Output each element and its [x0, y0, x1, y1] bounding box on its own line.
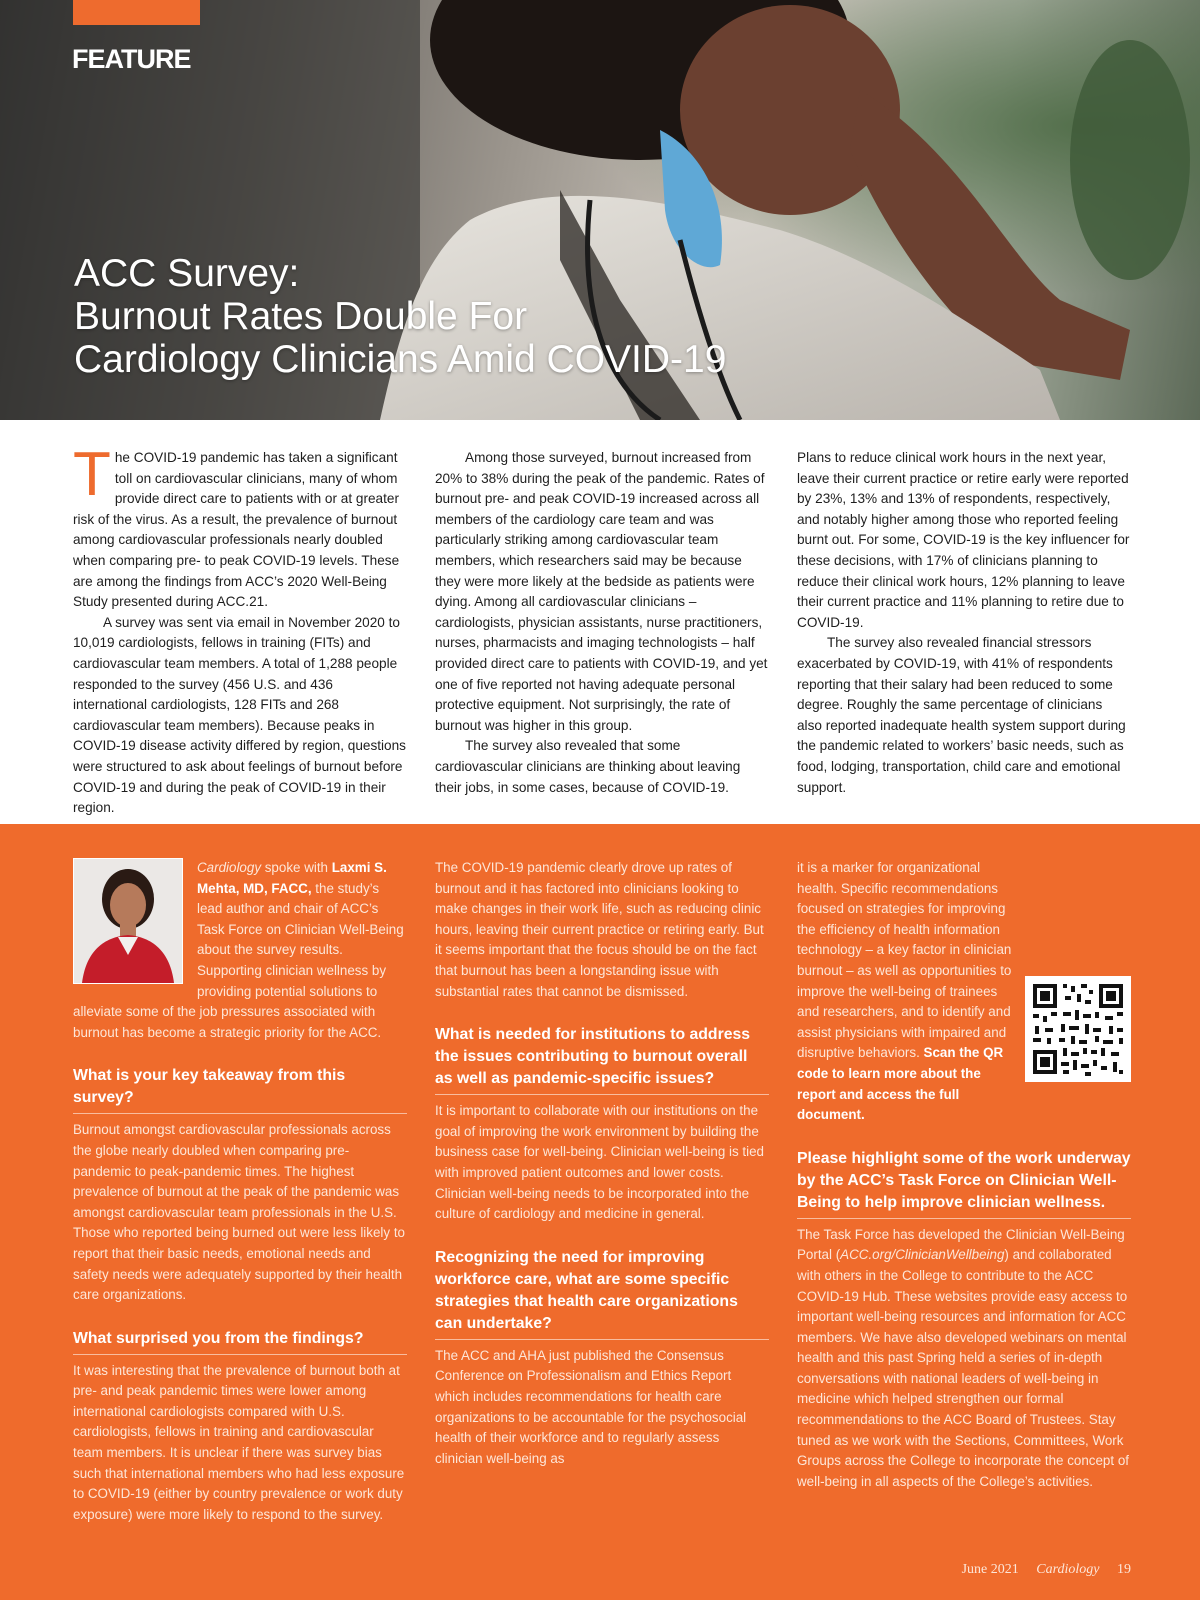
- question-heading: Please highlight some of the work underway by the ACC’s Task Force on Clinician Well-Being to help improve clinician wellness.: [797, 1148, 1131, 1219]
- article-column-1: [73, 440, 406, 819]
- question-heading: What is needed for institutions to address the issues contributing to burnout overall as well as pandemic-specific issues?: [435, 1024, 769, 1095]
- intro-text: the study’s lead author and chair of ACC’s Task Force on Clinician Well-Being about the survey results. Supporting clinician wellness by providing potential solutions to alleviate some of the job pressures associated with burnout has become a strategic priority for the ACC.: [73, 880, 404, 1040]
- author-portrait: [73, 858, 183, 984]
- interview-column-2: [435, 858, 769, 1469]
- article-paragraph: Among those surveyed, burnout increased from 20% to 38% during the peak of the pandemic. Rates of burnout pre- and peak COVID-19 increased across all members of the cardiology care team and was particularly striking among cardiovascular team members, which researchers said may be because they were more likely at the bedside as patients were dying. Among all cardiovascular clinicians – cardiologists, physician assistants, nurse practitioners, nurses, pharmacists and imaging technologists – half provided direct care to patients with COVID-19, and yet one of five reported not having adequate personal protective equipment. Not surprisingly, the rate of burnout was higher in this group.: [435, 450, 768, 733]
- title-line-3: Cardiology Clinicians Amid COVID-19: [74, 338, 727, 381]
- interviewee-name: Laxmi S. Mehta, MD, FACC,: [197, 860, 387, 896]
- article-paragraph: The survey also revealed financial stressors exacerbated by COVID-19, with 41% of respondents reporting that their salary had been reduced to some degree. Roughly the same percentage of clinicians also reported inadequate health system support during the pandemic related to workers’ basic needs, such as food, lodging, transportation, child care and emotional support.: [797, 635, 1126, 795]
- question-heading: Recognizing the need for improving workforce care, what are some specific strategies that health care organizations can undertake?: [435, 1247, 769, 1340]
- hero-banner: [0, 0, 1200, 420]
- answer-text: It was interesting that the prevalence of burnout both at pre- and peak pandemic times were lower among international cardiologists compared with U.S. cardiologists, fellows in training and cardiovascular team members. It is unclear if there was survey bias such that international members who had less exposure to COVID-19 (either by country prevalence or work duty exposure) were more likely to respond to the survey.: [73, 1362, 405, 1522]
- answer-text-part: it is a marker for organizational health. Specific recommendations focused on strategies for improving the efficiency of health information technology – a key factor in clinician burnout – as well as opportunities to improve the well-being of trainees and researchers, and to identify and assist physicians with impaired and disruptive behaviors.: [797, 860, 1012, 1061]
- answer-text: It is important to collaborate with our institutions on the goal of improving the work environment by building the business case for well-being. Clinician well-being is tied with improved patient outcomes and lower costs. Clinician well-being needs to be incorporated into the culture of cardiology and medicine in general.: [435, 1103, 764, 1222]
- paragraph-text: he COVID-19 pandemic has taken a significant toll on cardiovascular clinicians, many of whom provide direct care to patients with or at greater risk of the virus. As a result, the prevalence of burnout among cardiovascular professionals nearly doubled when comparing pre- to peak COVID-19 levels. These are among the findings from ACC’s 2020 Well-Being Study presented during ACC.21.: [73, 450, 400, 610]
- intro-text: spoke with: [261, 860, 332, 875]
- magazine-name: Cardiology: [1036, 1562, 1100, 1577]
- section-kicker: FEATURE: [72, 44, 191, 74]
- interview-panel: [0, 824, 1200, 1600]
- article-column-3: [797, 448, 1130, 798]
- accent-bar: [73, 0, 200, 25]
- drop-cap: T: [73, 440, 111, 509]
- answer-text: Burnout amongst cardiovascular professionals across the globe nearly doubled when comparing pre-pandemic to peak-pandemic times. The highest prevalence of burnout at the peak of the pandemic was amongst cardiovascular team professionals in the U.S. Those who reported being burned out were less likely to report that their basic needs, emotional needs and safety needs were adequately supported by their health care organizations.: [73, 1122, 405, 1303]
- portrait-photo: [74, 859, 182, 983]
- page-footer: [948, 1562, 1131, 1578]
- answer-text: The ACC and AHA just published the Consensus Conference on Professionalism and Ethics Report which includes recommendations for health care organizations to be accountable for the psychosocial health of their workforce and to regularly assess clinician well-being as: [435, 1347, 747, 1466]
- interview-column-3: [797, 858, 1131, 1492]
- article-paragraph: Plans to reduce clinical work hours in the next year, leave their current practice or retire early were reported by 23%, 13% and 13% of respondents, respectively, and notably higher among those who reported feeling burnt out. For some, COVID-19 is the key influencer for these decisions, with 17% of clinicians planning to reduce their clinical work hours, 12% planning to leave their current practice and 11% planning to retire due to COVID-19.: [797, 450, 1130, 630]
- article-column-2: [435, 448, 770, 798]
- portal-link[interactable]: ACC.org/ClinicianWellbeing: [840, 1247, 1005, 1263]
- page-title: [74, 252, 854, 381]
- qr-code-icon: [1025, 976, 1131, 1082]
- article-paragraph: A survey was sent via email in November 2020 to 10,019 cardiologists, fellows in training (FITs) and cardiovascular team members. A total of 1,288 people responded to the survey (456 U.S. and 436 international cardiologists, 128 FITs and 268 cardiovascular team members). Because peaks in COVID-19 disease activity differed by region, questions were structured to ask about feelings of burnout before COVID-19 and during the peak of COVID-19 in their region.: [73, 614, 406, 816]
- qr-code[interactable]: [1025, 976, 1131, 1082]
- interview-column-1: [73, 858, 407, 1525]
- question-heading: What surprised you from the findings?: [73, 1328, 407, 1355]
- question-heading: What is your key takeaway from this survey?: [73, 1065, 407, 1114]
- answer-text: [797, 1225, 1131, 1493]
- issue-date: June 2021: [961, 1562, 1019, 1577]
- answer-text-part: The Task Force has developed the Clinician Well-Being Portal (: [797, 1226, 1125, 1263]
- title-line-2: Burnout Rates Double For: [74, 295, 528, 338]
- article-paragraph: [73, 440, 406, 613]
- article-body: [0, 420, 1200, 824]
- article-paragraph: The survey also revealed that some cardiovascular clinicians are thinking about leaving their jobs, in some cases, because of COVID-19.: [435, 738, 741, 795]
- answer-text: The COVID-19 pandemic clearly drove up rates of burnout and it has factored into clinicians looking to make changes in their work life, such as reducing clinic hours, leaving their current practice or retiring early. But it seems important that the focus should be on the fact that burnout has been a longstanding issue with substantial rates that cannot be dismissed.: [435, 860, 764, 999]
- answer-text-part: ) and collaborated with others in the College to contribute to the ACC COVID-19 Hub. These websites provide easy access to important well-being resources and information for ACC members. We have also developed webinars on mental health and this past Spring held a series of in-depth conversations with national leaders of well-being in medicine which helped strengthen our formal recommendations to the ACC Board of Trustees. Stay tuned as we work with the Sections, Committees, Work Groups across the College to incorporate the concept of well-being in all aspects of the College’s activities.: [797, 1247, 1129, 1489]
- qr-callout: Scan the QR code to learn more about the report and access the full document.: [797, 1045, 1004, 1123]
- magazine-name: Cardiology: [197, 860, 262, 875]
- title-line-1: ACC Survey:: [74, 252, 300, 295]
- page-number: 19: [1117, 1562, 1131, 1577]
